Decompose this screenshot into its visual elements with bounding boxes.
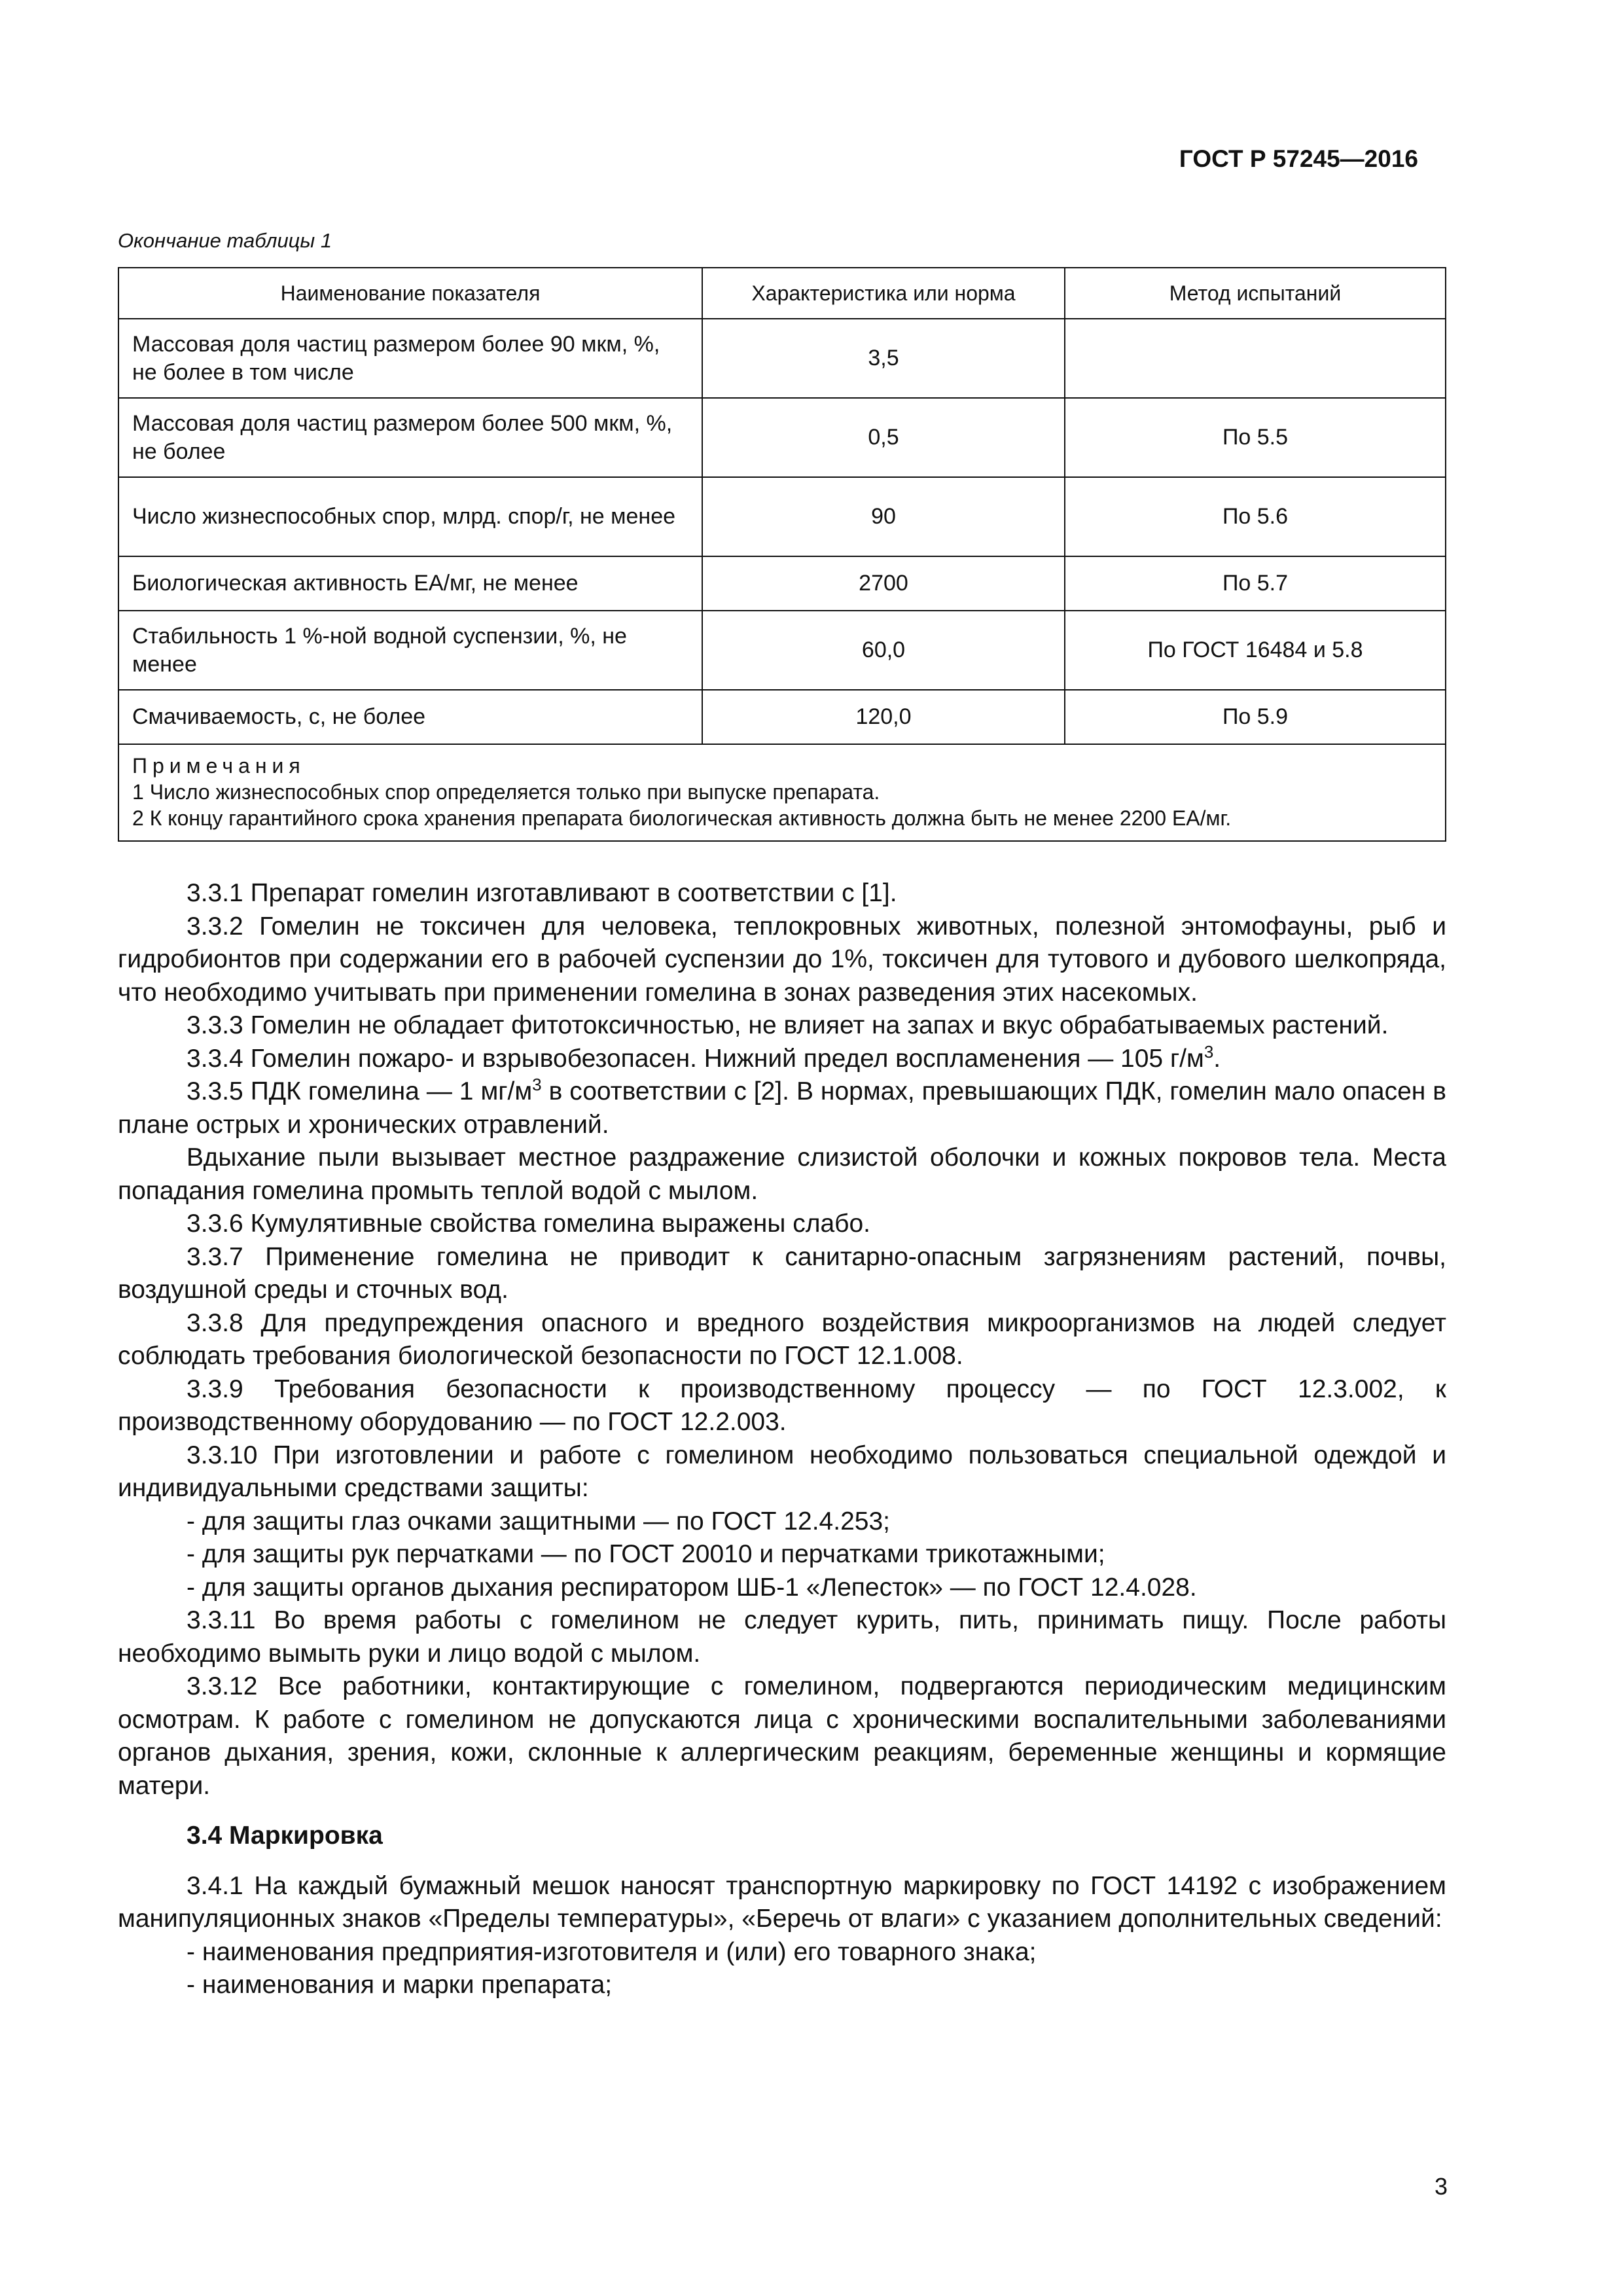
paragraph-text: 3.3.5 ПДК гомелина — 1 мг/м bbox=[187, 1077, 533, 1105]
section-title-3-4: 3.4 Маркировка bbox=[187, 1821, 383, 1850]
paragraph-3-3-7: 3.3.7 Применение гомелина не приводит к санитарно-опасным загрязнениям растений, почвы, воздушной среды и сточных вод. bbox=[118, 1242, 1446, 1304]
table-cell: Стабильность 1 %-ной водной суспензии, %, не менее bbox=[118, 611, 702, 690]
paragraph-3-4-1: 3.4.1 На каждый бумажный мешок наносят транспортную маркировку по ГОСТ 14192 с изображением манипуляционных знаков «Пределы температуры», «Беречь от влаги» с указанием дополнительных сведений: bbox=[118, 1871, 1446, 1933]
table-header-row bbox=[118, 268, 1446, 319]
table-row bbox=[118, 611, 1446, 690]
list-item: - для защиты рук перчатками — по ГОСТ 20010 и перчатками трикотажными; bbox=[187, 1540, 1105, 1568]
column-header: Метод испытаний bbox=[1065, 268, 1446, 319]
paragraph-3-3-2: 3.3.2 Гомелин не токсичен для человека, теплокровных животных, полезной энтомофауны, рыб и гидробионтов при содержании его в рабочей суспензии до 1%, токсичен для тутового и дубового шелкопряда, что необходимо учитывать при применении гомелина в зонах разведения этих насекомых. bbox=[118, 912, 1446, 1007]
column-header: Характеристика или норма bbox=[702, 268, 1065, 319]
paragraph-3-3-12: 3.3.12 Все работники, контактирующие с гомелином, подвергаются периодическим медицинским осмотрам. К работе с гомелином не допускаются лица с хроническими воспалительными заболеваниями органов дыхания, зрения, кожи, склонные к аллергическим реакциям, беременные женщины и кормящие матери. bbox=[118, 1672, 1446, 1800]
spec-table bbox=[118, 267, 1446, 842]
paragraph-3-3-4 bbox=[118, 1043, 1446, 1076]
table-cell: Смачиваемость, с, не более bbox=[118, 690, 702, 744]
table-cell: По ГОСТ 16484 и 5.8 bbox=[1065, 611, 1446, 690]
note-item: 1 Число жизнеспособных спор определяется только при выпуске препарата. bbox=[132, 780, 880, 804]
list-item: - для защиты органов дыхания респиратором ШБ-1 «Лепесток» — по ГОСТ 12.4.028. bbox=[187, 1573, 1197, 1602]
paragraph-3-3-3: 3.3.3 Гомелин не обладает фитотоксичностью, не влияет на запах и вкус обрабатываемых растений. bbox=[187, 1011, 1389, 1039]
table-cell: По 5.5 bbox=[1065, 398, 1446, 477]
superscript: 3 bbox=[532, 1075, 542, 1094]
table-row bbox=[118, 690, 1446, 744]
table-notes-row bbox=[118, 744, 1446, 841]
list-item: - наименования и марки препарата; bbox=[187, 1971, 613, 1999]
notes-title: Примечания bbox=[132, 754, 306, 778]
table-notes bbox=[118, 744, 1446, 841]
table-row bbox=[118, 477, 1446, 556]
table-cell: Массовая доля частиц размером более 500 мкм, %, не более bbox=[118, 398, 702, 477]
table-cell: Биологическая активность ЕА/мг, не менее bbox=[118, 556, 702, 611]
paragraph-3-3-8: 3.3.8 Для предупреждения опасного и вредного воздействия микроорганизмов на людей следует соблюдать требования биологической безопасности по ГОСТ 12.1.008. bbox=[118, 1308, 1446, 1370]
table-caption: Окончание таблицы 1 bbox=[118, 229, 332, 252]
table-cell: По 5.7 bbox=[1065, 556, 1446, 611]
note-item: 2 К концу гарантийного срока хранения препарата биологическая активность должна быть не менее 2200 ЕА/мг. bbox=[132, 806, 1232, 830]
table-cell: 120,0 bbox=[702, 690, 1065, 744]
paragraph-3-3-1: 3.3.1 Препарат гомелин изготавливают в соответствии с [1]. bbox=[187, 879, 897, 907]
body-text bbox=[118, 877, 1446, 2002]
paragraph-3-3-9: 3.3.9 Требования безопасности к производственному процессу — по ГОСТ 12.3.002, к производственному оборудованию — по ГОСТ 12.2.003. bbox=[118, 1374, 1446, 1436]
table-cell: 60,0 bbox=[702, 611, 1065, 690]
table-cell: 90 bbox=[702, 477, 1065, 556]
table-cell: По 5.9 bbox=[1065, 690, 1446, 744]
table-cell bbox=[1065, 319, 1446, 398]
table-cell: 0,5 bbox=[702, 398, 1065, 477]
table-row bbox=[118, 398, 1446, 477]
table-row bbox=[118, 319, 1446, 398]
superscript: 3 bbox=[1204, 1041, 1214, 1062]
paragraph-3-3-10: 3.3.10 При изготовлении и работе с гомелином необходимо пользоваться специальной одеждой и индивидуальными средствами защиты: bbox=[118, 1441, 1446, 1502]
page-number: 3 bbox=[1434, 2173, 1448, 2200]
paragraph-text: 3.3.4 Гомелин пожаро- и взрывобезопасен. Нижний предел воспламенения — 105 г/м bbox=[187, 1044, 1204, 1073]
list-item: - наименования предприятия-изготовителя и (или) его товарного знака; bbox=[187, 1937, 1037, 1966]
table-cell: 3,5 bbox=[702, 319, 1065, 398]
paragraph-text: . bbox=[1213, 1044, 1221, 1073]
document-code: ГОСТ Р 57245—2016 bbox=[1179, 145, 1418, 172]
paragraph-3-3-6: 3.3.6 Кумулятивные свойства гомелина выражены слабо. bbox=[187, 1210, 871, 1238]
table-cell: Число жизнеспособных спор, млрд. спор/г, не менее bbox=[118, 477, 702, 556]
paragraph-3-3-11: 3.3.11 Во время работы с гомелином не следует курить, пить, принимать пищу. После работы необходимо вымыть руки и лицо водой с мылом. bbox=[118, 1606, 1446, 1668]
paragraph-3-3-5-continued: Вдыхание пыли вызывает местное раздражение слизистой оболочки и кожных покровов тела. Места попадания гомелина промыть теплой водой с мылом. bbox=[118, 1143, 1446, 1205]
column-header: Наименование показателя bbox=[118, 268, 702, 319]
table-cell: 2700 bbox=[702, 556, 1065, 611]
paragraph-3-3-5 bbox=[118, 1075, 1446, 1141]
table-cell: Массовая доля частиц размером более 90 мкм, %, не более в том числе bbox=[118, 319, 702, 398]
paragraph-text: в соответствии с [2]. В нормах, превышающих ПДК, гомелин мало опасен в плане острых и хронических отравлений. bbox=[118, 1077, 1446, 1139]
list-item: - для защиты глаз очками защитными — по ГОСТ 12.4.253; bbox=[187, 1507, 890, 1535]
table-cell: По 5.6 bbox=[1065, 477, 1446, 556]
table-row bbox=[118, 556, 1446, 611]
